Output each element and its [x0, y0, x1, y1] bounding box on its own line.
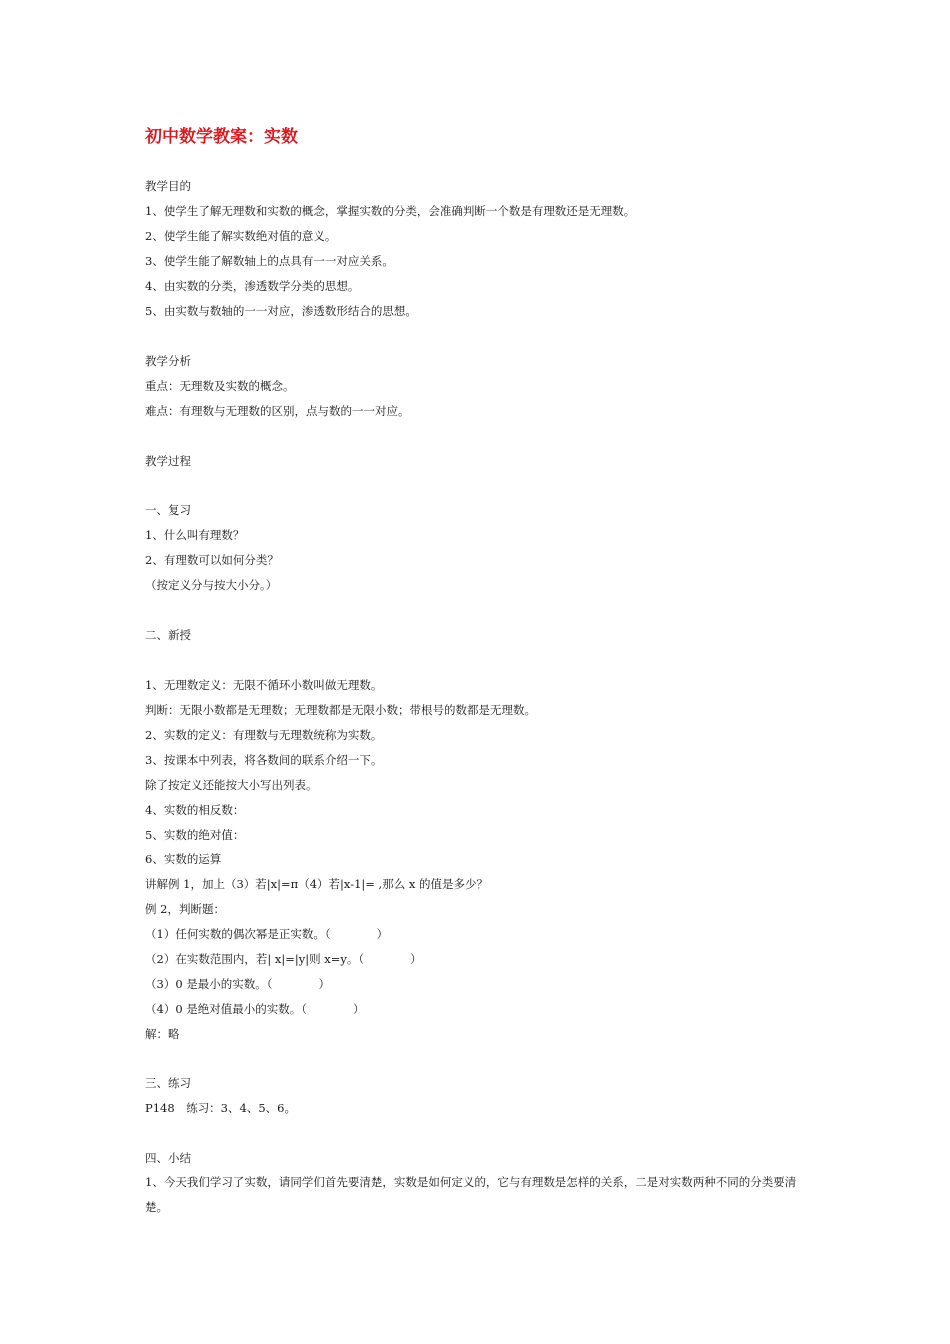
judgment-close: ）: [353, 1002, 365, 1016]
practice-content: P148 练习：3、4、5、6。: [145, 1101, 296, 1115]
summary-content: 1、今天我们学习了实数，请同学们首先要清楚，实数是如何定义的，它与有理数是怎样的关系，二是对实数两种不同的分类要清楚。: [145, 1175, 797, 1214]
new-lesson-item-9: 讲解例 1，加上（3）若|x|=π（4）若|x-1|= ,那么 x 的值是多少？: [145, 877, 489, 891]
judgment-text: （1）任何实数的偶次幂是正实数。（: [145, 927, 331, 941]
goal-item-2: 2、使学生能了解实数绝对值的意义。: [145, 229, 337, 243]
goal-item-5: 5、由实数与数轴的一一对应，渗透数形结合的思想。: [145, 304, 417, 318]
review-item-1: 1、什么叫有理数？: [145, 528, 245, 542]
practice-heading: 三、练习: [145, 1076, 191, 1090]
new-lesson-heading: 二、新授: [145, 628, 191, 642]
analysis-heading: 教学分析: [145, 354, 191, 368]
new-lesson-item-1: 1、无理数定义：无限不循环小数叫做无理数。: [145, 678, 383, 692]
new-lesson-item-8: 6、实数的运算: [145, 852, 222, 866]
new-lesson-item-2: 判断：无限小数都是无理数；无理数都是无限小数；带根号的数都是无理数。: [145, 703, 536, 717]
judgment-item-1: [145, 926, 388, 942]
answer-line: 解：略: [145, 1027, 180, 1041]
review-heading: 一、复习: [145, 503, 191, 517]
key-point: 重点：无理数及实数的概念。: [145, 379, 295, 393]
judgment-close: ）: [318, 977, 331, 991]
new-lesson-item-5: 除了按定义还能按大小写出列表。: [145, 778, 318, 792]
judgment-item-3: [145, 976, 330, 992]
goal-item-3: 3、使学生能了解数轴上的点具有一一对应关系。: [145, 254, 394, 268]
new-lesson-item-7: 5、实数的绝对值：: [145, 828, 245, 842]
document-title: 初中数学教案：实数: [145, 127, 298, 147]
judgment-close: ）: [410, 952, 422, 966]
judgment-close: ）: [376, 927, 389, 941]
judgment-item-2: [145, 951, 422, 967]
judgment-text: （4）0 是绝对值最小的实数。（: [145, 1002, 308, 1016]
goal-item-1: 1、使学生了解无理数和实数的概念，掌握实数的分类，会准确判断一个数是有理数还是无理数。: [145, 204, 636, 218]
difficulty-point: 难点：有理数与无理数的区别，点与数的一一对应。: [145, 404, 410, 418]
summary-heading: 四、小结: [145, 1151, 191, 1165]
review-item-2: 2、有理数可以如何分类？: [145, 553, 279, 567]
goal-item-4: 4、由实数的分类，渗透数学分类的思想。: [145, 279, 360, 293]
new-lesson-item-4: 3、按课本中列表，将各数间的联系介绍一下。: [145, 753, 383, 767]
judgment-text: （3）0 是最小的实数。（: [145, 977, 273, 991]
goals-heading: 教学目的: [145, 179, 191, 193]
new-lesson-item-6: 4、实数的相反数：: [145, 803, 245, 817]
judgment-text: （2）在实数范围内，若| x|=|y|则 x=y。（: [145, 952, 365, 966]
judgment-item-4: [145, 1001, 365, 1017]
review-item-3: （按定义分与按大小分。）: [145, 578, 278, 592]
process-heading: 教学过程: [145, 454, 191, 468]
new-lesson-item-3: 2、实数的定义：有理数与无理数统称为实数。: [145, 728, 383, 742]
new-lesson-item-10: 例 2，判断题：: [145, 902, 225, 916]
